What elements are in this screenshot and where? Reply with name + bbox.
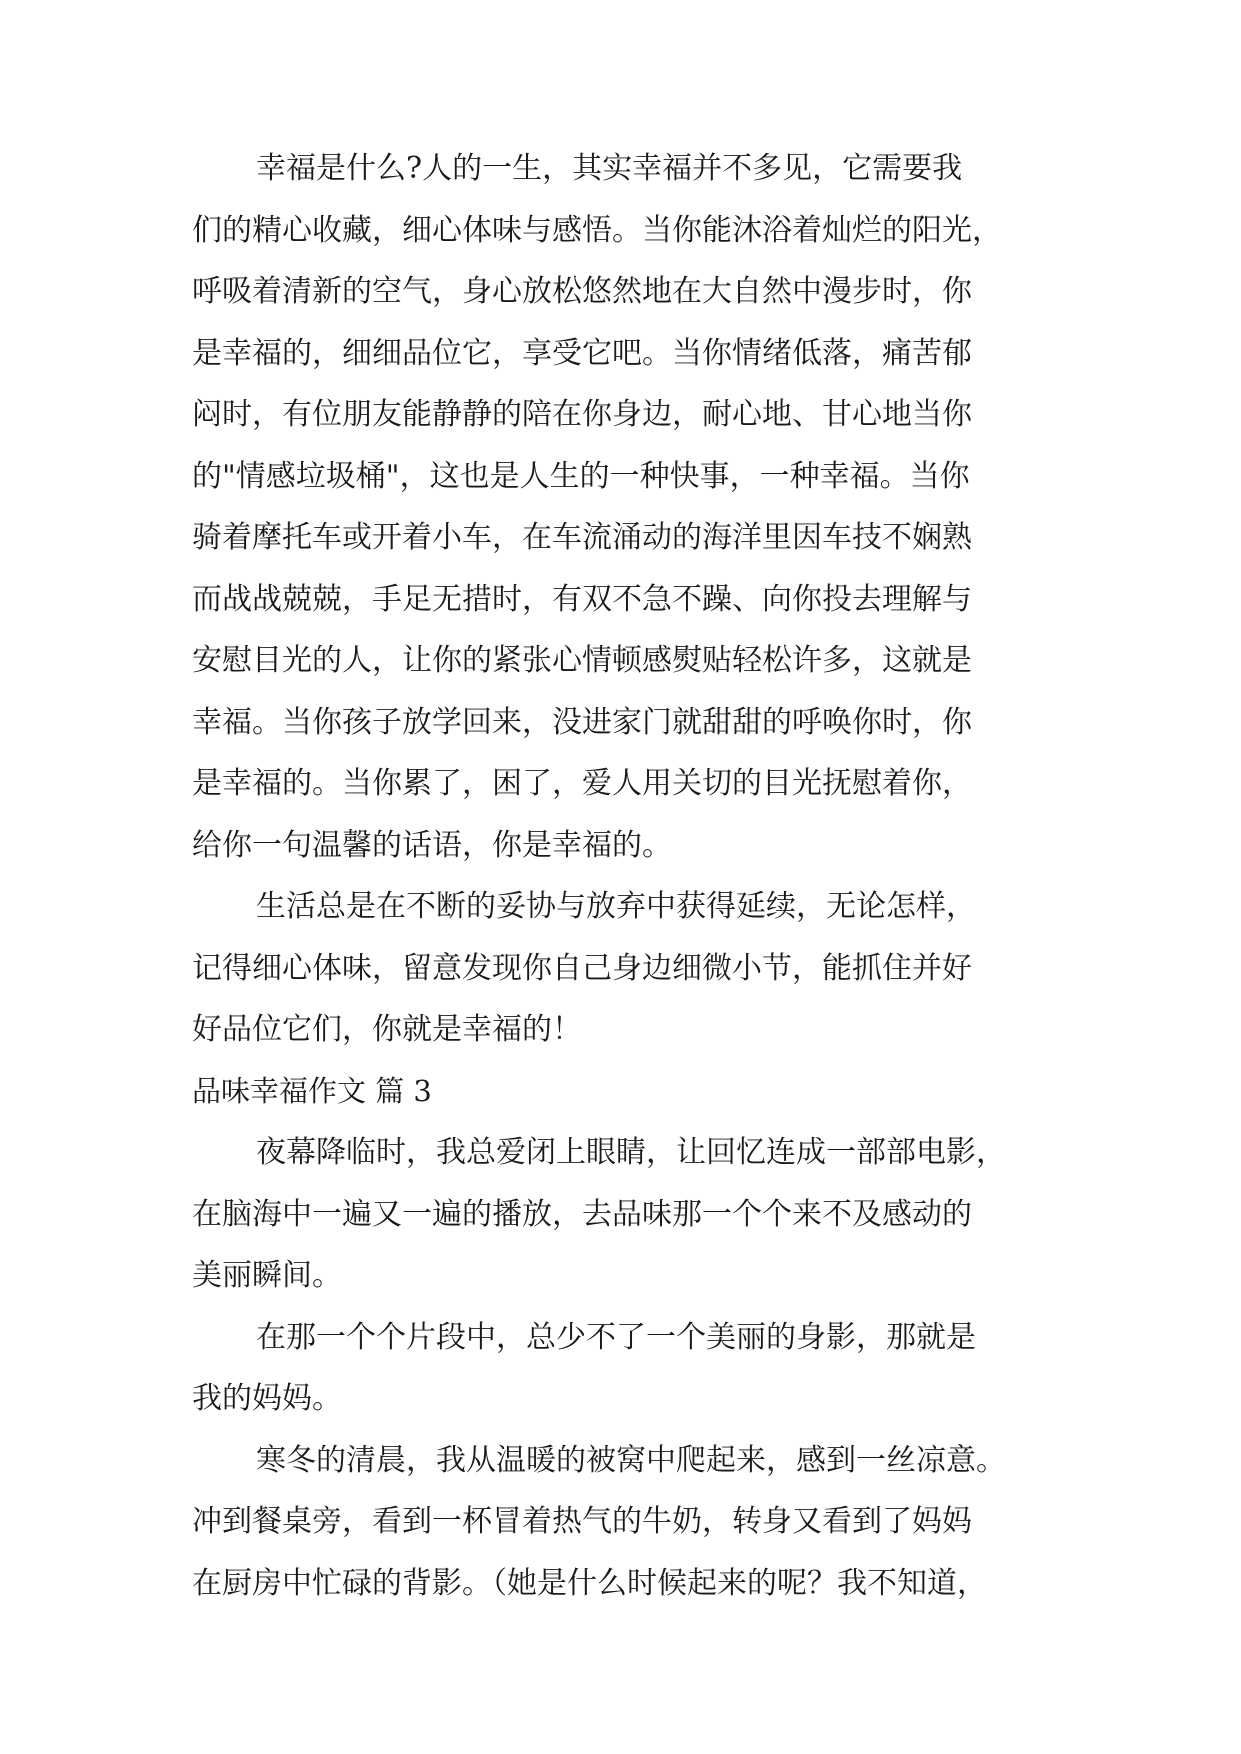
document-body (192, 138, 1052, 1614)
paragraph-4 (192, 1307, 1052, 1430)
paragraph-3 (192, 1122, 1052, 1307)
text-line: 是幸福的。当你累了，困了，爱人用关切的目光抚慰着你， (192, 766, 972, 801)
text-line: 在脑海中一遍又一遍的播放，去品味那一个个来不及感动的 (192, 1196, 972, 1232)
paragraph-2 (192, 876, 1052, 1061)
text-line: 闷时，有位朋友能静静的陪在你身边，耐心地、甘心地当你 (192, 397, 972, 432)
text-line: 我的妈妈。 (192, 1381, 342, 1416)
text-line: 幸福。当你孩子放学回来，没进家门就甜甜的呼唤你时，你 (192, 704, 972, 740)
text-line: 给你一句温馨的话语，你是幸福的。 (192, 827, 672, 863)
text-line: 的"情感垃圾桶"，这也是人生的一种快事，一种幸福。当你 (192, 458, 970, 494)
paragraph-5 (192, 1430, 1052, 1615)
text-line: 骑着摩托车或开着小车，在车流涌动的海洋里因车技不娴熟 (192, 520, 972, 555)
text-line: 在厨房中忙碌的背影。（她是什么时候起来的呢？我不知道， (192, 1565, 987, 1601)
text-line: 夜幕降临时，我总爱闭上眼睛，让回忆连成一部部电影， (256, 1135, 1006, 1170)
paragraph-1 (192, 138, 1052, 876)
text-line: 是幸福的，细细品位它，享受它吧。当你情绪低落，痛苦郁 (192, 335, 972, 371)
text-line: 在那一个个片段中，总少不了一个美丽的身影，那就是 (256, 1319, 976, 1355)
text-line: 们的精心收藏，细心体味与感悟。当你能沐浴着灿烂的阳光， (192, 212, 1002, 248)
text-line: 生活总是在不断的妥协与放弃中获得延续，无论怎样， (256, 889, 976, 924)
section-heading: 品味幸福作文 篇 3 (192, 1073, 432, 1108)
text-line: 而战战兢兢，手足无措时，有双不急不躁、向你投去理解与 (192, 581, 972, 617)
text-line: 寒冬的清晨，我从温暖的被窝中爬起来，感到一丝凉意。 (256, 1442, 1006, 1478)
text-line: 冲到餐桌旁，看到一杯冒着热气的牛奶，转身又看到了妈妈 (192, 1504, 972, 1539)
text-line: 呼吸着清新的空气，身心放松悠然地在大自然中漫步时，你 (192, 274, 972, 309)
text-line: 幸福是什么?人的一生，其实幸福并不多见，它需要我 (256, 151, 963, 186)
text-line: 安慰目光的人，让你的紧张心情顿感熨贴轻松许多，这就是 (192, 643, 972, 678)
text-line: 记得细心体味，留意发现你自己身边细微小节，能抓住并好 (192, 950, 972, 986)
text-line: 好品位它们，你就是幸福的！ (192, 1012, 582, 1047)
text-line: 美丽瞬间。 (192, 1258, 342, 1293)
